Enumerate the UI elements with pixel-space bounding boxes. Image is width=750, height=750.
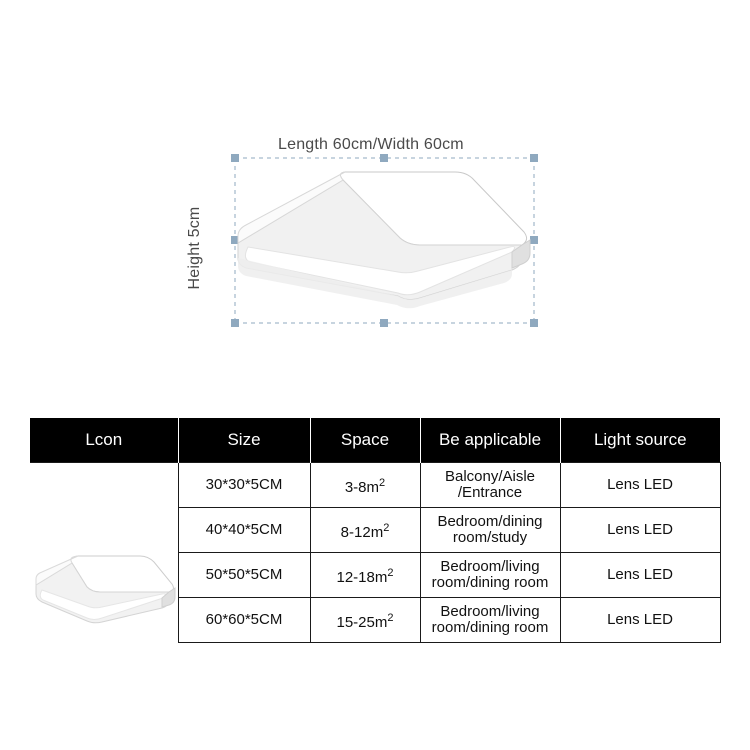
top-dimension-label: Length 60cm/Width 60cm xyxy=(278,136,464,153)
space-unit: m xyxy=(366,478,380,496)
cell-size: 50*50*5CM xyxy=(178,553,310,598)
applicable-line-1: Balcony/Aisle xyxy=(444,468,536,485)
table-header-row xyxy=(30,418,720,463)
cell-space xyxy=(310,463,420,508)
applicable-line-2: room/study xyxy=(452,529,528,546)
applicable-line-2: room/dining room xyxy=(431,574,549,591)
specification-table xyxy=(30,418,721,643)
cell-applicable xyxy=(420,598,560,643)
cell-applicable xyxy=(420,463,560,508)
cell-applicable xyxy=(420,508,560,553)
space-superscript: 2 xyxy=(383,521,390,534)
space-superscript: 2 xyxy=(379,476,386,489)
ceiling-lamp-icon xyxy=(30,466,178,636)
space-value: 12-18 xyxy=(336,568,375,586)
column-header-space: Space xyxy=(310,418,420,463)
cell-light-source: Lens LED xyxy=(560,463,720,508)
applicable-line-1: Bedroom/living xyxy=(440,603,540,620)
cell-size: 60*60*5CM xyxy=(178,598,310,643)
cell-space xyxy=(310,553,420,598)
space-value: 8-12 xyxy=(340,523,371,541)
applicable-line-1: Bedroom/living xyxy=(440,558,540,575)
column-header-light-source: Light source xyxy=(560,418,720,463)
space-superscript: 2 xyxy=(387,566,394,579)
cell-applicable xyxy=(420,553,560,598)
cell-size: 30*30*5CM xyxy=(178,463,310,508)
cell-space xyxy=(310,598,420,643)
space-value: 3-8 xyxy=(344,478,367,496)
column-header-applicable: Be applicable xyxy=(420,418,560,463)
space-superscript: 2 xyxy=(387,611,394,624)
cell-light-source: Lens LED xyxy=(560,598,720,643)
side-dimension-label: Height 5cm xyxy=(186,206,203,290)
table-row xyxy=(30,463,720,508)
space-unit: m xyxy=(374,613,388,631)
space-unit: m xyxy=(370,523,384,541)
cell-size: 40*40*5CM xyxy=(178,508,310,553)
space-unit: m xyxy=(374,568,388,586)
column-header-icon: Lcon xyxy=(30,418,178,463)
applicable-line-1: Bedroom/dining xyxy=(437,513,543,530)
cell-space xyxy=(310,508,420,553)
column-header-size: Size xyxy=(178,418,310,463)
applicable-line-2: room/dining room xyxy=(431,619,549,636)
ceiling-lamp-illustration-large xyxy=(238,172,530,308)
applicable-line-2: /Entrance xyxy=(457,484,523,501)
cell-light-source: Lens LED xyxy=(560,508,720,553)
space-value: 15-25 xyxy=(336,613,375,631)
product-icon-cell xyxy=(30,463,178,643)
cell-light-source: Lens LED xyxy=(560,553,720,598)
